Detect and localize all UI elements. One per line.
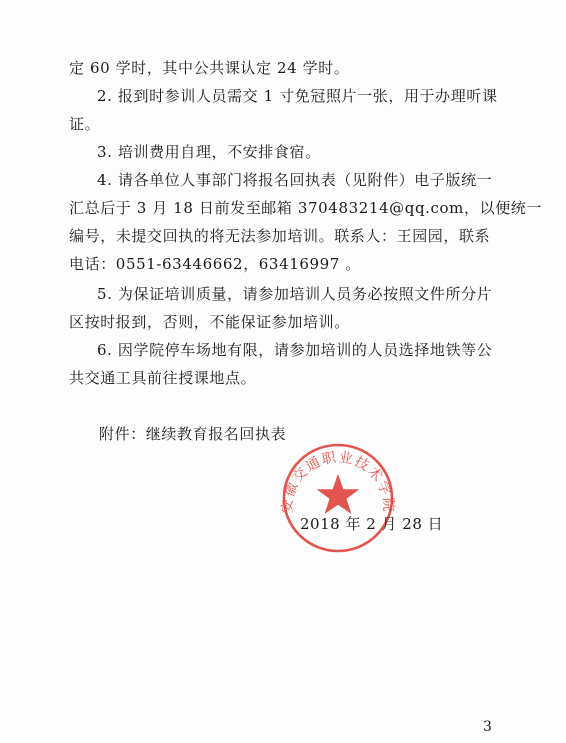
body-line-5: 4. 请各单位人事部门将报名回执表（见附件）电子版统一 — [97, 171, 493, 189]
body-line-12: 共交通工具前往授课地点。 — [69, 369, 257, 387]
attachment-line: 附件：继续教育报名回执表 — [99, 425, 287, 443]
body-line-11: 6. 因学院停车场地有限，请参加培训的人员选择地铁等公 — [97, 341, 493, 359]
star-icon — [317, 474, 360, 514]
body-line-8: 电话：0551-63446662，63416997 。 — [69, 255, 361, 273]
body-line-4: 3. 培训费用自理，不安排食宿。 — [97, 143, 321, 161]
seal-text: 安徽交通职业技术学院 — [279, 449, 397, 514]
page-number: 3 — [483, 719, 492, 735]
body-line-7: 编号，未提交回执的将无法参加培训。联系人：王园园，联系 — [69, 227, 491, 245]
official-seal — [276, 438, 400, 556]
signature-date: 2018 年 2 月 28 日 — [300, 515, 444, 533]
body-line-6: 汇总后于 3 月 18 日前发至邮箱 370483214@qq.com，以便统一 — [69, 199, 542, 217]
body-line-3: 证。 — [69, 115, 101, 133]
body-line-9: 5. 为保证培训质量，请参加培训人员务必按照文件所分片 — [97, 285, 493, 303]
body-line-2: 2. 报到时参训人员需交 1 寸免冠照片一张，用于办理听课 — [97, 87, 498, 105]
body-line-10: 区按时报到，否则，不能保证参加培训。 — [69, 313, 350, 331]
body-line-1: 定 60 学时，其中公共课认定 24 学时。 — [69, 59, 350, 77]
